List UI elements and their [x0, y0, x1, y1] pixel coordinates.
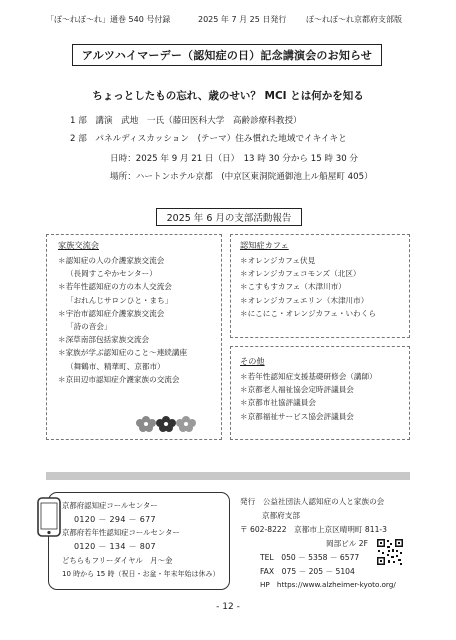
list-item: ＊宇治市認知症介護家族交流会 [58, 308, 165, 318]
smartphone-icon [36, 496, 62, 538]
call-hours: 10 時から 15 時（祝日・お盆・年末年始は休み） [62, 570, 220, 578]
list-item: ＊京都福祉サービス協会評議員会 [240, 411, 354, 421]
program-part2: 2 部 パネルディスカッション (テーマ）住み慣れた地域でイキイキと [70, 134, 347, 144]
list-item: （長岡すこやかセンター） [66, 269, 157, 279]
notice-subtitle: ちょっとしたもの忘れ、歳のせい？ MCI とは何かを知る [92, 90, 364, 102]
other-activities-heading: その他 [240, 356, 265, 366]
header-date: 2025 年 7 月 25 日発行 [198, 15, 287, 24]
list-item: ＊こすもすカフェ（木津川市） [240, 282, 346, 292]
page-number: - 12 - [216, 602, 240, 612]
list-item: ＊オレンジカフェ伏見 [240, 256, 316, 265]
list-item: 「詩の音会」 [66, 322, 112, 332]
list-item: ＊京都老人福祉協会定時評議員会 [240, 385, 354, 395]
list-item: ＊若年性認知症支援基礎研修会（講師） [240, 372, 377, 381]
publisher-branch: 京都府支部 [262, 511, 300, 520]
divider-band [46, 472, 410, 480]
call-center-2-name: 京都府若年性認知症コールセンター [62, 528, 180, 537]
dementia-cafe-list [240, 254, 376, 320]
call-center-1-name: 京都府認知症コールセンター [62, 501, 158, 510]
flowers-icon [136, 412, 196, 434]
list-item: ＊京田辺市認知症介護家族の交流会 [58, 374, 180, 384]
publisher-fax: FAX 075 － 205 － 5104 [260, 567, 355, 576]
list-item: ＊家族が学ぶ認知症のこと～連続講座 [58, 348, 188, 358]
publisher-building: 岡部ビル 2F [326, 539, 368, 548]
call-center-2-phone: 0120 － 134 － 807 [74, 542, 156, 551]
free-dial-note: どちらもフリーダイヤル 月～金 [62, 556, 173, 565]
list-item: ＊にこにこ・オレンジカフェ・いわくら [240, 308, 376, 318]
program-part1: 1 部 講演 武地 一氏（藤田医科大学 高齢診療科教授） [70, 116, 302, 126]
dementia-cafe-heading: 認知症カフェ [240, 240, 289, 250]
list-item: ＊オレンジカフェエリン（木津川市） [240, 295, 369, 305]
list-item: ＊京都市社協評議員会 [240, 398, 316, 408]
list-item: ＊深草南部包括家族交流会 [58, 335, 150, 345]
list-item: ＊オレンジカフェコモンズ（北区） [240, 269, 361, 279]
list-item: （舞鶴市、精華町、京都市） [66, 361, 165, 371]
list-item: 「おれんじサロンひと・まち」 [66, 295, 173, 305]
publisher-tel: TEL 050 － 5358 － 6577 [260, 553, 360, 562]
family-exchange-heading: 家族交流会 [58, 240, 99, 250]
event-venue: 場所：ハートンホテル京都 (中京区東洞院通御池上ル船屋町 405） [110, 172, 373, 182]
header-publisher: ぽ～れぽ～れ京都府支部版 [306, 15, 402, 24]
header-newsletter: 「ぽ～れぽ～れ」通巻 540 号付録 [46, 15, 171, 24]
publisher-address: 〒 602-8222 京都市上京区晴明町 811-3 [240, 525, 387, 534]
qr-code-icon [376, 538, 404, 566]
list-item: ＊認知症の人の介護家族交流会 [58, 256, 165, 265]
publisher-website-link[interactable]: HP https://www.alzheimer-kyoto.org/ [260, 580, 396, 589]
report-title: 2025 年 6 月の支部活動報告 [156, 208, 302, 226]
call-center-1-phone: 0120 － 294 － 677 [74, 515, 156, 524]
publisher-issuer: 発行 公益社団法人認知症の人と家族の会 [240, 497, 385, 506]
event-datetime: 日時：2025 年 9 月 21 日（日） 13 時 30 分から 15 時 30 分 [110, 154, 358, 164]
list-item: ＊若年性認知症の方の本人交流会 [58, 282, 172, 292]
notice-title: アルツハイマーデー（認知症の日）記念講演会のお知らせ [72, 44, 382, 66]
family-exchange-list [58, 254, 187, 386]
other-activities-list [240, 370, 377, 423]
